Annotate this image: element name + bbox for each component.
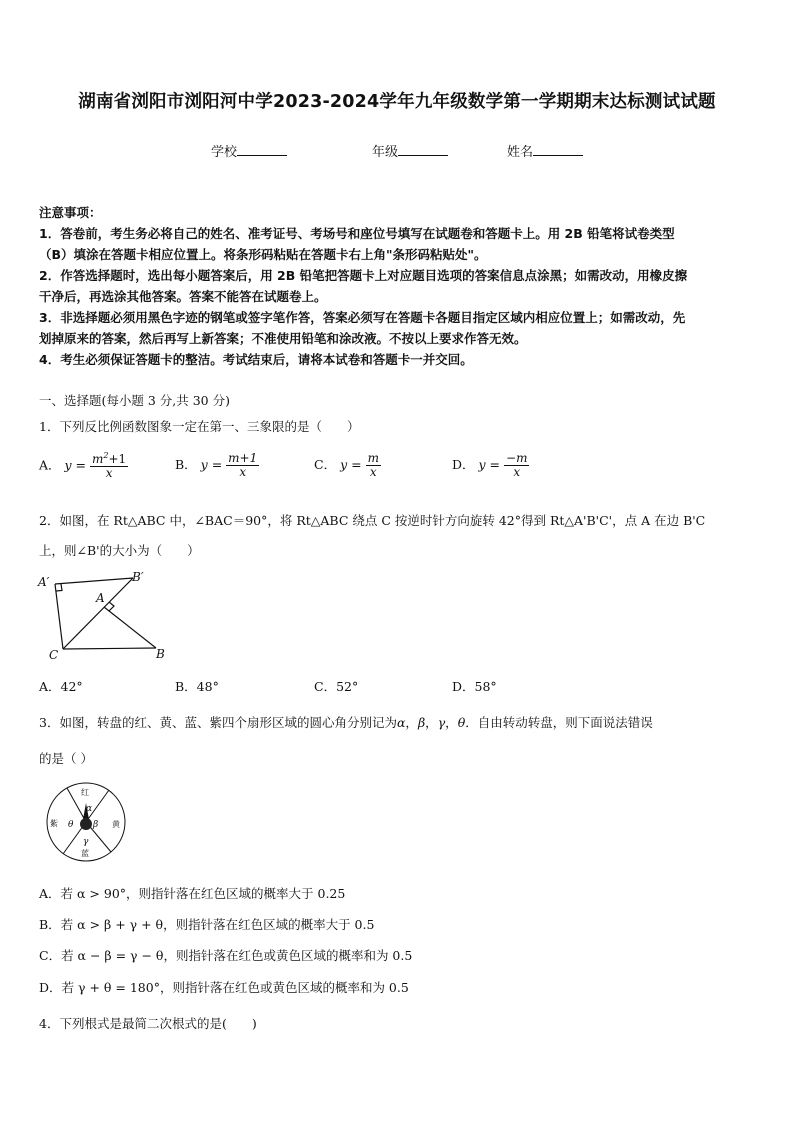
wheel-label-yellow: 黄 (112, 820, 120, 829)
q1-b-den: x (239, 465, 247, 480)
q1-b-lhs: y = (200, 457, 223, 473)
edge-c-b-prime (63, 578, 133, 649)
school-blank (237, 143, 287, 156)
wheel-label-purple: 紫 (50, 819, 58, 828)
edge-a-prime-b-prime (55, 578, 133, 584)
q1-c-lhs: y = (340, 457, 362, 473)
note-1a: 1．答卷前，考生务必将自己的姓名、准考证号、考场号和座位号填写在试题卷和答题卡上。用 2B 铅笔将试卷类型 (39, 226, 675, 241)
q2-option-a: A．42° (39, 679, 83, 694)
q1-a-fraction (90, 452, 128, 480)
page-title: 湖南省浏阳市浏阳河中学2023-2024学年九年级数学第一学期期末达标测试试题 (78, 92, 716, 112)
q1-a-label: A． (39, 457, 61, 473)
q3-option-b: B．若 α > β + γ + θ，则指针落在红色区域的概率大于 0.5 (39, 917, 375, 932)
q1-a-lhs: y = (64, 457, 87, 473)
note-3b: 划掉原来的答案，然后再写上新答案；不准使用铅笔和涂改液。不按以上要求作答无效。 (39, 331, 527, 346)
q1-option-b (175, 452, 259, 479)
wheel-beta: β (93, 820, 99, 830)
right-angle-a-prime (56, 584, 62, 591)
q1-c-fraction (366, 452, 381, 479)
q3-stem-line1 (39, 713, 653, 731)
note-1b: （B）填涂在答题卡相应位置上。将条形码粘贴在答题卡右上角"条形码粘贴处"。 (39, 247, 487, 262)
grade-field (372, 141, 448, 160)
q2-stem-line2: 上，则∠B'的大小为（ ） (39, 543, 200, 558)
pointer-hub (80, 818, 92, 830)
name-field (507, 141, 583, 160)
q1-d-label: D． (452, 457, 475, 473)
q3-theta: θ (457, 715, 466, 730)
q1-d-den: x (513, 465, 521, 480)
q1-c-den: x (369, 465, 377, 480)
q3-comma-2: ， (425, 715, 438, 730)
name-label: 姓名 (507, 145, 534, 160)
note-2a: 2．作答选择题时，选出每小题答案后，用 2B 铅笔把答题卡上对应题目选项的答案信息点涂黑；如需改动，用橡皮擦 (39, 268, 688, 283)
wheel-alpha: α (86, 804, 93, 814)
note-4: 4．考生必须保证答题卡的整洁。考试结束后，请将本试卷和答题卡一并交回。 (39, 352, 473, 367)
label-a: A (96, 591, 105, 605)
q2-option-d: D．58° (452, 679, 497, 694)
q3-option-a: A．若 α > 90°，则指针落在红色区域的概率大于 0.25 (39, 886, 346, 901)
q3-option-c: C．若 α − β = γ − θ，则指针落在红色或黄色区域的概率和为 0.5 (39, 948, 413, 963)
note-3a: 3．非选择题必须用黑色字迹的钢笔或签字笔作答，答案必须写在答题卡各题目指定区域内相应位置上；如需改动，先 (39, 310, 686, 325)
edge-a-prime-c (55, 584, 63, 649)
q4-stem: 4．下列根式是最简二次根式的是( ) (39, 1016, 257, 1031)
q2-option-b: B．48° (175, 679, 219, 694)
note-2b: 干净后，再选涂其他答案。答案不能答在试题卷上。 (39, 289, 327, 304)
q1-d-fraction (504, 452, 529, 479)
q3-comma-1: ， (405, 715, 418, 730)
q1-a-num-tail: +1 (108, 452, 127, 466)
q1-a-num: m (92, 452, 104, 466)
q3-stem-part1: 3．如图，转盘的红、黄、蓝、紫四个扇形区域的圆心角分别记为 (39, 715, 397, 730)
wheel-theta: θ (68, 820, 74, 830)
right-angle-a (109, 602, 114, 611)
label-b: B (156, 647, 165, 661)
q2-stem-line1: 2．如图，在 Rt△ABC 中，∠BAC＝90°，将 Rt△ABC 绕点 C 按逆时针方向旋转 42°得到 Rt△A'B'C'，点 A 在边 B'C (39, 513, 706, 528)
q1-stem: 1．下列反比例函数图象一定在第一、三象限的是（ ） (39, 419, 360, 434)
grade-label: 年级 (372, 145, 399, 160)
edge-c-b (63, 648, 156, 649)
q1-a-sup: 2 (103, 451, 109, 460)
q1-a-den: x (105, 466, 113, 481)
q1-b-num: m+1 (228, 451, 258, 465)
label-a-prime: A′ (38, 575, 50, 589)
q1-d-num: −m (506, 451, 528, 465)
grade-blank (398, 143, 448, 156)
wheel-label-blue: 蓝 (81, 849, 89, 858)
q3-stem-line2: 的是（ ） (39, 751, 93, 766)
school-label: 学校 (211, 145, 238, 160)
edge-a-b (104, 607, 156, 648)
q3-gamma: γ (437, 715, 446, 730)
q1-b-fraction (226, 452, 259, 479)
school-field (211, 141, 287, 160)
q3-option-d: D．若 γ + θ = 180°，则指针落在红色或黄色区域的概率和为 0.5 (39, 980, 409, 995)
q1-option-a (39, 452, 128, 480)
q1-d-lhs: y = (478, 457, 501, 473)
label-b-prime: B′ (132, 570, 144, 584)
label-c: C (49, 648, 59, 662)
wheel-gamma: γ (83, 837, 89, 847)
wheel-label-red: 红 (81, 788, 89, 797)
section-heading: 一、选择题(每小题 3 分,共 30 分) (39, 393, 230, 408)
q1-c-num: m (367, 451, 379, 465)
q3-stem-part2: ．自由转动转盘，则下面说法错误 (465, 715, 653, 730)
q1-b-label: B． (175, 457, 197, 473)
q3-comma-3: ， (445, 715, 458, 730)
notes-heading: 注意事项： (39, 205, 102, 220)
q2-triangle-figure (30, 566, 180, 666)
q1-c-label: C． (314, 457, 337, 473)
q1-option-c (314, 452, 381, 479)
q3-spinner-wheel (40, 781, 134, 863)
name-blank (533, 143, 583, 156)
q1-option-d (452, 452, 529, 479)
q2-option-c: C．52° (314, 679, 359, 694)
q3-beta: β (417, 715, 426, 730)
q3-alpha: α (396, 715, 406, 730)
